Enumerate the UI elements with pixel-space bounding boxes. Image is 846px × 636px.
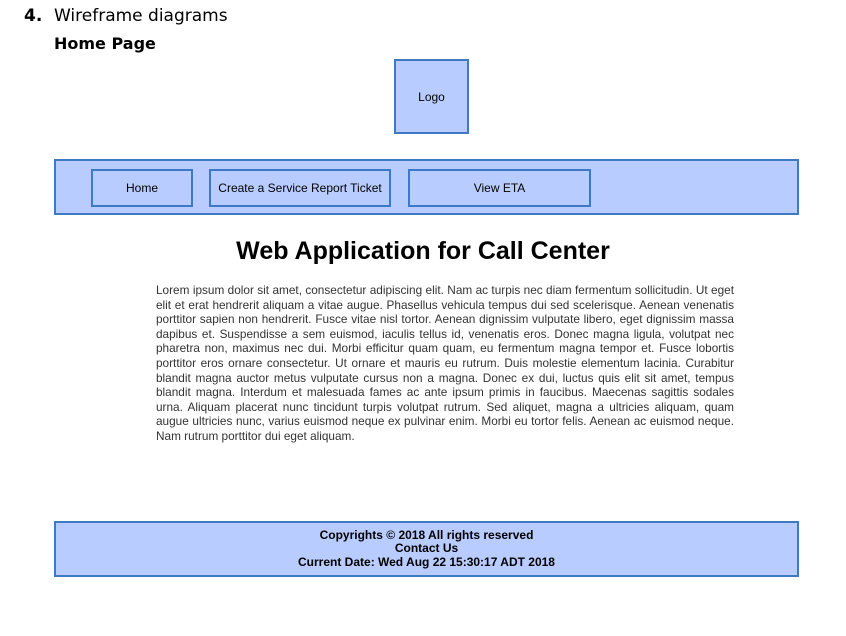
logo-placeholder — [394, 59, 469, 134]
logo-label: Logo — [418, 89, 445, 104]
footer — [54, 521, 799, 577]
nav-view-eta-button[interactable] — [408, 169, 591, 207]
nav-home-label: Home — [125, 181, 158, 195]
nav-bar — [54, 159, 799, 215]
nav-create-ticket-button[interactable] — [209, 169, 391, 207]
heading-text: Wireframe diagrams — [54, 6, 228, 26]
body-text: Lorem ipsum dolor sit amet, consectetur adipiscing elit. Nam ac turpis nec diam fermentum sollicitudin. Ut eget elit et erat hendrerit aliquam a vitae augue. Phasellus vehicula tempus dui sed scelerisque. Aenean venenatis porttitor sapien non hendrerit. Fusce vitae nisl tortor. Aenean dignissim vulputate libero, eget dignissim massa dapibus et. Suspendisse a sem euismod, iaculis tellus id, venenatis eros. Donec magna ligula, volutpat nec pharetra non, maximus nec dui. Morbi efficitur quam quam, eu fermentum magna tempor et. Fusce lobortis porttitor eros ornare consectetur. Ut ornare et mauris eu rutrum. Duis molestie elementum lacinia. Curabitur blandit magna auctor metus vulputate cursus non a magna. Donec ex dui, luctus quis elit sit amet, tempus blandit magna. Interdum et malesuada fames ac ante ipsum primis in faucibus. Maecenas sagittis sodales urna. Aliquam placerat nunc tincidunt turpis volutpat rutrum. Sed aliquet, magna a ultricies aliquam, quam augue ultricies nunc, varius euismod neque ex pulvinar enim. Morbi eu tortor felis. Aenean ac euismod neque. Nam rutrum porttitor dui eget aliquam. — [156, 283, 734, 443]
footer-current-date: Current Date: Wed Aug 22 15:30:17 ADT 2018 — [298, 554, 555, 569]
document-heading — [24, 5, 228, 27]
nav-home-button[interactable] — [91, 169, 193, 207]
nav-view-eta-label: View ETA — [473, 181, 526, 195]
footer-contact-link[interactable]: Contact Us — [394, 541, 459, 556]
document-subheading: Home Page — [54, 34, 156, 53]
nav-create-ticket-label: Create a Service Report Ticket — [218, 181, 382, 195]
footer-copyright: Copyrights © 2018 All rights reserved — [319, 527, 534, 542]
heading-number: 4. — [24, 6, 43, 26]
page-title: Web Application for Call Center — [236, 237, 610, 265]
